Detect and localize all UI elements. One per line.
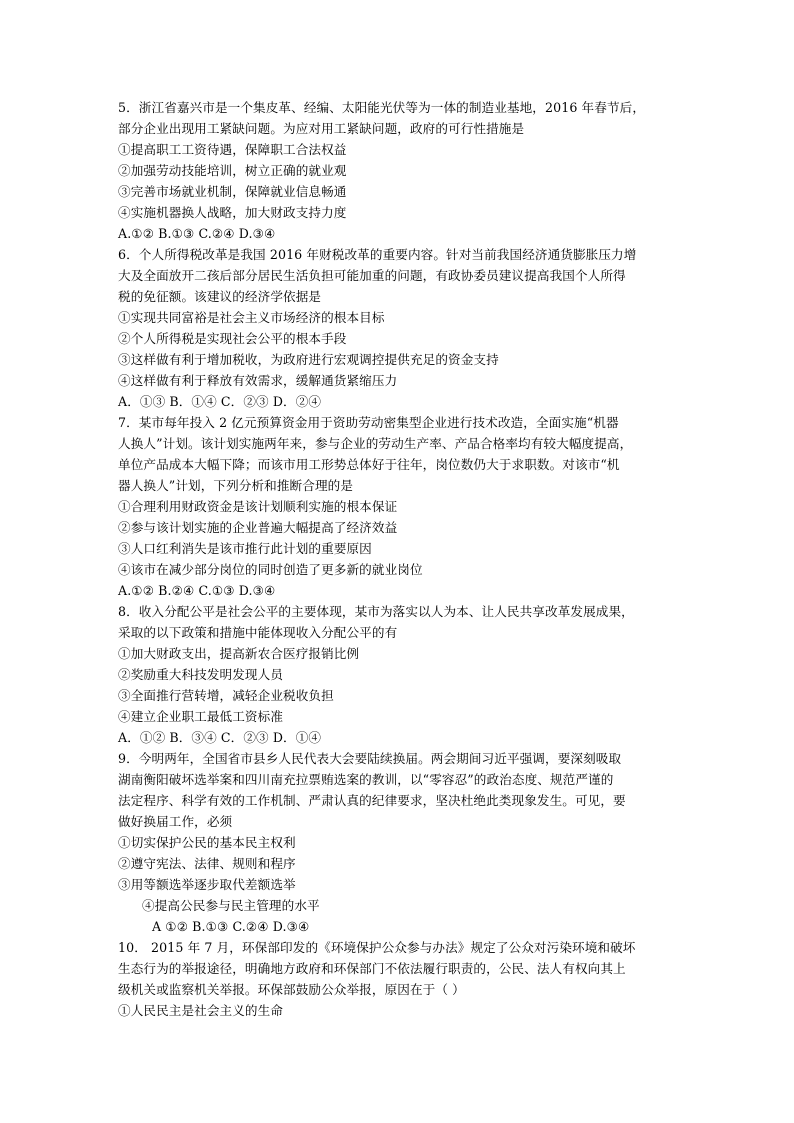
- question-stem: 部分企业出现用工紧缺问题。为应对用工紧缺问题，政府的可行性措施是: [118, 121, 525, 136]
- option-item: ②遵守宪法、法律、规则和程序: [118, 856, 296, 871]
- question-7: [118, 412, 678, 601]
- question-9: [118, 748, 678, 937]
- option-item: ③这样做有利于增加税收，为政府进行宏观调控提供充足的资金支持: [118, 352, 499, 367]
- question-6: [118, 244, 678, 412]
- question-stem: 人换人”计划。该计划实施两年来，参与企业的劳动生产率、产品合格率均有较大幅度提高，: [118, 436, 633, 451]
- question-10: [118, 937, 678, 1021]
- option-item: ②加强劳动技能培训，树立正确的就业观: [118, 163, 347, 178]
- option-item: ③人口红利消失是该市推行此计划的重要原因: [118, 541, 372, 556]
- option-item: ④提高公民参与民主管理的水平: [142, 898, 320, 913]
- option-item: ②奖励重大科技发明发现人员: [118, 667, 284, 682]
- option-item: ①人民民主是社会主义的生命: [118, 1003, 284, 1018]
- option-item: ①切实保护公民的基本民主权利: [118, 835, 296, 850]
- question-stem: 采取的以下政策和措施中能体现收入分配公平的有: [118, 625, 398, 640]
- question-stem: 8．收入分配公平是社会公平的主要体现，某市为落实以人为本、让人民共享改革发展成果，: [118, 604, 634, 619]
- question-5: [118, 97, 678, 244]
- question-stem: 法定程序、科学有效的工作机制、严肃认真的纪律要求，坚决杜绝此类现象发生。可见，要: [118, 793, 626, 808]
- option-item: ③用等额选举逐步取代差额选举: [118, 877, 296, 892]
- option-item: ②个人所得税是实现社会公平的根本手段: [118, 331, 347, 346]
- option-item: ③全面推行营转增，减轻企业税收负担: [118, 688, 334, 703]
- question-stem: 生态行为的举报途径，明确地方政府和环保部门不依法履行职责的，公民、法人有权向其上: [118, 961, 626, 976]
- option-item: ①加大财政支出，提高新农合医疗报销比例: [118, 646, 360, 661]
- question-stem: 税的免征额。该建议的经济学依据是: [118, 289, 322, 304]
- option-item: ④该市在减少部分岗位的同时创造了更多新的就业岗位: [118, 562, 423, 577]
- question-stem: 器人换人”计划，下列分析和推断合理的是: [118, 478, 354, 493]
- option-item: ①实现共同富裕是社会主义市场经济的根本目标: [118, 310, 385, 325]
- question-stem: 级机关或监察机关举报。环保部鼓励公众举报，原因在于（ ）: [118, 982, 465, 997]
- question-stem: 9．今明两年，全国省市县乡人民代表大会要陆续换届。两会期间习近平强调，要深刻吸取: [118, 751, 622, 766]
- option-item: ①提高职工工资待遇，保障职工合法权益: [118, 142, 347, 157]
- option-item: ②参与该计划实施的企业普遍大幅提高了经济效益: [118, 520, 398, 535]
- question-stem: 做好换届工作，必须: [118, 814, 233, 829]
- question-stem: 6．个人所得税改革是我国 2016 年财税改革的重要内容。针对当前我国经济通货膨胀压力增: [118, 247, 637, 262]
- question-stem: 湖南衡阳破坏选举案和四川南充拉票贿选案的教训，以“零容忍”的政治态度、规范严谨的: [118, 772, 614, 787]
- exam-page: [118, 97, 678, 1021]
- question-stem: 5．浙江省嘉兴市是一个集皮革、经编、太阳能光伏等为一体的制造业基地，2016 年春节后，: [118, 100, 646, 115]
- question-stem: 单位产品成本大幅下降；而该市用工形势总体好于往年，岗位数仍大于求职数。对该市“机: [118, 457, 620, 472]
- answer-choices: A ①② B.①③ C.②④ D.③④: [152, 919, 310, 934]
- option-item: ④实施机器换人战略，加大财政支持力度: [118, 205, 347, 220]
- option-item: ③完善市场就业机制，保障就业信息畅通: [118, 184, 347, 199]
- answer-choices: A．①② B．③④ C．②③ D．①④: [118, 730, 322, 745]
- option-item: ④建立企业职工最低工资标准: [118, 709, 284, 724]
- question-stem: 7．某市每年投入 2 亿元预算资金用于资助劳动密集型企业进行技术改造，全面实施“机器: [118, 415, 619, 430]
- option-item: ④这样做有利于释放有效需求，缓解通货紧缩压力: [118, 373, 398, 388]
- question-stem: 大及全面放开二孩后部分居民生活负担可能加重的问题，有政协委员建议提高我国个人所得: [118, 268, 626, 283]
- answer-choices: A.①② B.①③ C.②④ D.③④: [118, 226, 276, 241]
- option-item: ①合理利用财政资金是该计划顺利实施的根本保证: [118, 499, 398, 514]
- answer-choices: A.①② B.②④ C.①③ D.③④: [118, 583, 276, 598]
- question-8: [118, 601, 678, 748]
- question-stem: 10． 2015 年 7 月，环保部印发的《环境保护公众参与办法》规定了公众对污染环境和破坏: [118, 940, 636, 955]
- answer-choices: A．①③ B．①④ C．②③ D．②④: [118, 394, 322, 409]
